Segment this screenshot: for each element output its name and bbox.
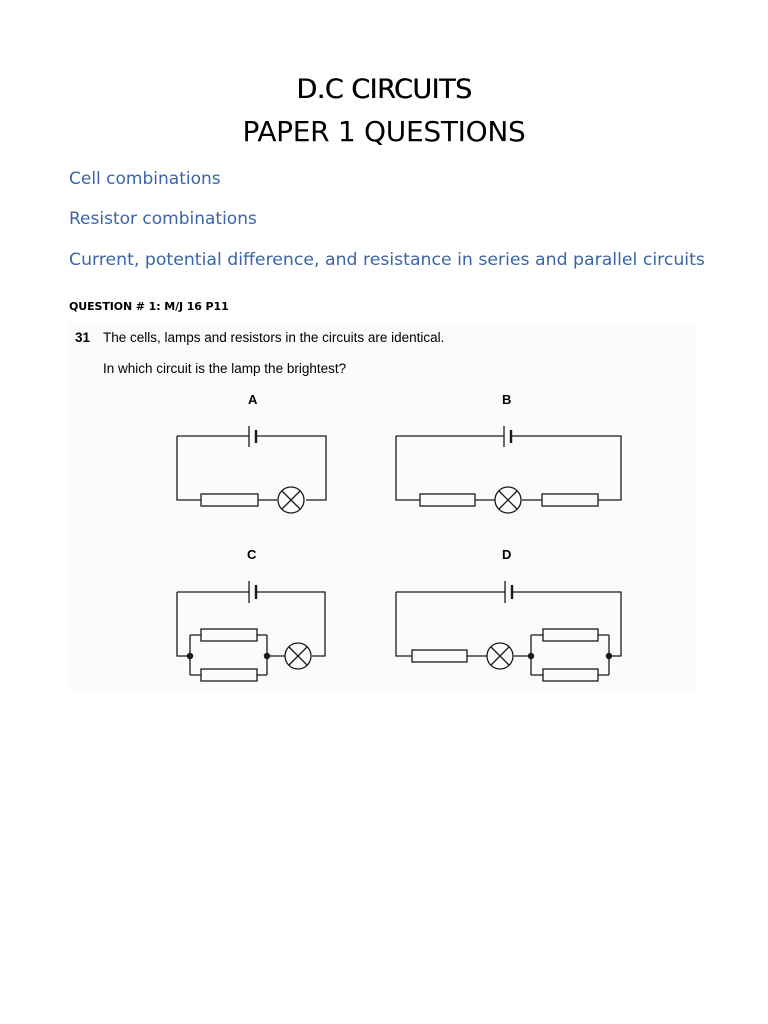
- lamp-icon: [278, 487, 304, 513]
- option-label-a: A: [248, 392, 258, 407]
- lamp-icon: [285, 643, 311, 669]
- option-label-c: C: [247, 547, 257, 562]
- question-prompt: In which circuit is the lamp the brightest?: [103, 361, 347, 376]
- page-title: D.C CIRCUITS: [296, 74, 472, 105]
- circuit-d: [396, 581, 621, 681]
- topic-cell-combinations: Cell combinations: [69, 169, 221, 189]
- junction-dot: [528, 653, 533, 658]
- lamp-icon: [487, 643, 513, 669]
- question-statement: The cells, lamps and resistors in the circuits are identical.: [103, 330, 445, 345]
- topic-resistor-combinations: Resistor combinations: [69, 209, 257, 229]
- resistor: [543, 669, 598, 681]
- topic-series-parallel: Current, potential difference, and resistance in series and parallel circuits: [69, 250, 705, 270]
- junction-dot: [187, 653, 192, 658]
- option-label-d: D: [502, 547, 512, 562]
- circuit-c: [177, 581, 325, 681]
- resistor: [201, 669, 257, 681]
- junction-dot: [606, 653, 611, 658]
- question-heading: QUESTION # 1: M/J 16 P11: [69, 300, 229, 313]
- resistor: [412, 650, 467, 662]
- resistor: [542, 494, 598, 506]
- option-label-b: B: [502, 392, 512, 407]
- junction-dot: [264, 653, 269, 658]
- lamp-icon: [495, 487, 521, 513]
- resistor: [201, 494, 258, 506]
- resistor: [201, 629, 257, 641]
- resistor: [420, 494, 475, 506]
- question-number: 31: [75, 330, 91, 345]
- page-subtitle: PAPER 1 QUESTIONS: [242, 115, 526, 148]
- circuit-b: [396, 426, 621, 513]
- resistor: [543, 629, 598, 641]
- circuit-a: [177, 426, 326, 513]
